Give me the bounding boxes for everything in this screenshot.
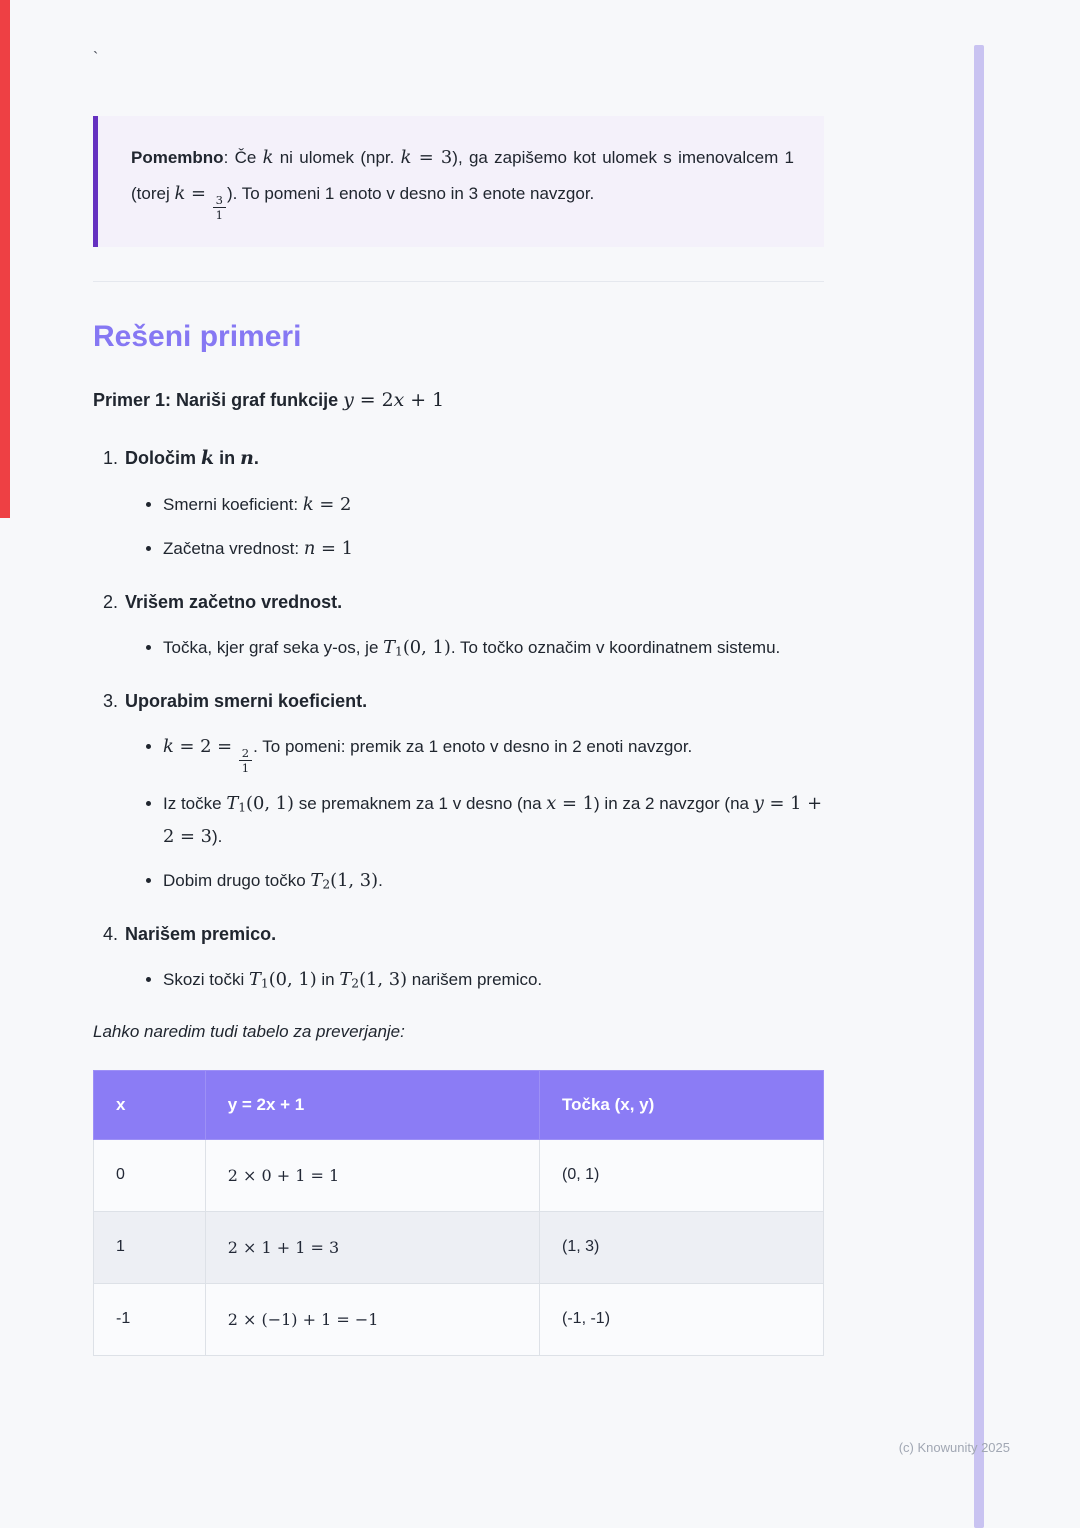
callout-text xyxy=(131,140,794,223)
text-segment: = 2 xyxy=(313,493,352,515)
text-segment: = 1 + 2 = 3 xyxy=(163,792,823,847)
bullet-list xyxy=(103,730,824,897)
text-segment: Pomembno xyxy=(131,148,224,167)
text-segment: k xyxy=(302,493,314,515)
list-item xyxy=(163,488,824,521)
text-segment: = 2 = xyxy=(173,735,238,757)
text-segment: x xyxy=(546,792,557,814)
text-segment: se premaknem za 1 v desno (na xyxy=(294,793,547,813)
text-segment: Točka, kjer graf seka y-os, je xyxy=(163,637,384,657)
cell-x: -1 xyxy=(94,1283,206,1355)
text-segment: T xyxy=(248,968,261,990)
text-segment: . To pomeni: premik za 1 enoto v desno in 2 enoti navzgor. xyxy=(253,736,693,756)
text-segment: T xyxy=(310,869,323,891)
text-segment: 1 xyxy=(395,644,403,659)
fraction: $\frac{2}{1}$ xyxy=(239,746,252,776)
scrollbar-thumb[interactable] xyxy=(974,45,984,1528)
text-segment: narišem premico. xyxy=(407,969,543,989)
text-segment: (0, 1) xyxy=(268,968,317,990)
cell-x: 0 xyxy=(94,1139,206,1211)
text-segment: Iz točke xyxy=(163,793,227,813)
step-number: 1. xyxy=(103,448,119,469)
step-title xyxy=(125,924,276,944)
stray-character: ` xyxy=(93,50,99,67)
list-item xyxy=(163,730,824,776)
text-segment: 1 xyxy=(238,800,247,815)
step-number: 3. xyxy=(103,690,119,711)
bullet-list xyxy=(103,631,824,664)
text-segment: 2 xyxy=(351,976,360,991)
text-segment: k xyxy=(400,147,412,168)
text-segment: ) in za 2 navzgor (na xyxy=(594,793,754,813)
text-segment: (1, 3) xyxy=(359,968,408,990)
text-segment: Vrišem začetno vrednost. xyxy=(125,591,343,612)
example-title xyxy=(93,386,824,414)
text-segment: k xyxy=(262,147,274,168)
cell-point: (0, 1) xyxy=(540,1139,824,1211)
cell-formula: 2 × 1 + 1 = 3 xyxy=(205,1211,539,1283)
footer-credit: (c) Knowunity 2025 xyxy=(898,1440,1010,1455)
table-header-point: Točka (x, y) xyxy=(540,1070,824,1139)
step-title xyxy=(125,592,342,612)
bullet-text xyxy=(163,638,780,657)
table-row xyxy=(94,1283,824,1355)
text-segment: = 1 xyxy=(315,537,353,559)
list-item xyxy=(163,787,824,853)
text-segment: + 1 xyxy=(404,388,445,411)
section-heading: Rešeni primeri xyxy=(93,319,302,353)
step-head xyxy=(103,921,824,948)
text-segment: Primer 1: Nariši graf funkcije xyxy=(93,389,344,410)
cell-formula: 2 × 0 + 1 = 1 xyxy=(205,1139,539,1211)
text-segment: . xyxy=(253,448,259,469)
text-segment: Določim xyxy=(125,448,202,469)
bullet-text xyxy=(163,735,693,776)
red-accent-stripe xyxy=(0,0,10,518)
step-title xyxy=(125,691,367,711)
steps-list xyxy=(93,444,824,995)
bullet-text xyxy=(163,871,383,890)
text-segment: . To točko označim v koordinatnem sistemu. xyxy=(450,637,781,657)
text-segment: ). xyxy=(212,826,223,846)
table-row xyxy=(94,1139,824,1211)
step-title xyxy=(125,448,259,468)
text-segment: = 3 xyxy=(411,147,453,168)
text-segment: = xyxy=(185,182,212,204)
list-item xyxy=(163,963,824,996)
section-divider xyxy=(93,281,824,282)
text-segment: 2 xyxy=(322,877,331,892)
text-segment: . xyxy=(378,870,383,890)
text-segment: T xyxy=(226,792,239,814)
bullet-text xyxy=(163,495,351,514)
text-segment: = 2 xyxy=(353,388,394,411)
text-segment: x xyxy=(393,388,405,411)
text-segment: k xyxy=(163,735,174,757)
bullet-text xyxy=(163,539,353,558)
step-item-2 xyxy=(103,589,824,664)
text-segment: (1, 3) xyxy=(330,869,379,891)
text-segment: ). To pomeni 1 enoto v desno in 3 enote navzgor. xyxy=(226,183,595,203)
text-segment: in xyxy=(316,969,340,989)
text-segment: T xyxy=(339,968,352,990)
list-item xyxy=(163,532,824,565)
text-segment: ni ulomek (npr. xyxy=(273,148,401,167)
text-segment: : Če xyxy=(223,148,263,167)
fraction: $\frac{3}{1}$ xyxy=(213,193,226,223)
cell-point: (1, 3) xyxy=(540,1211,824,1283)
important-callout xyxy=(93,116,824,247)
table-row xyxy=(94,1211,824,1283)
text-segment: Začetna vrednost: xyxy=(163,538,304,558)
step-head xyxy=(103,589,824,616)
text-segment: T xyxy=(383,636,396,658)
table-header-row xyxy=(94,1070,824,1139)
table-note: Lahko naredim tudi tabelo za preverjanje: xyxy=(93,1021,405,1041)
verification-table xyxy=(93,1070,824,1356)
bullet-text xyxy=(163,794,822,846)
text-segment: (0, 1) xyxy=(246,792,294,814)
step-item-1 xyxy=(103,444,824,564)
text-segment: Narišem premico. xyxy=(125,923,277,944)
step-item-4 xyxy=(103,921,824,996)
bullet-list xyxy=(103,488,824,565)
text-segment: n xyxy=(240,447,254,470)
table-header-x: x xyxy=(94,1070,206,1139)
document-content xyxy=(93,0,824,1356)
step-item-3 xyxy=(103,688,824,897)
text-segment: (0, 1) xyxy=(402,636,451,658)
cell-x: 1 xyxy=(94,1211,206,1283)
list-item xyxy=(163,864,824,897)
cell-point: (-1, -1) xyxy=(540,1283,824,1355)
bullet-text xyxy=(163,970,542,989)
text-segment: Uporabim smerni koeficient. xyxy=(125,690,368,711)
text-segment: ), ga zapišemo kot ulomek s imenovalcem 1 (torej xyxy=(131,148,794,203)
text-segment: n xyxy=(303,537,316,559)
table-header-formula: y = 2x + 1 xyxy=(205,1070,539,1139)
step-number: 2. xyxy=(103,591,119,612)
text-segment: Dobim drugo točko xyxy=(163,870,311,890)
text-segment: k xyxy=(201,447,215,470)
text-segment: Skozi točki xyxy=(163,969,249,989)
step-number: 4. xyxy=(103,923,119,944)
text-segment: 1 xyxy=(260,976,269,991)
list-item xyxy=(163,631,824,664)
text-segment: in xyxy=(214,448,241,469)
bullet-list xyxy=(103,963,824,996)
text-segment: y xyxy=(343,388,354,411)
text-segment: y xyxy=(753,792,764,814)
step-head xyxy=(103,688,824,715)
text-segment: Smerni koeficient: xyxy=(163,494,303,514)
step-head xyxy=(103,444,824,472)
cell-formula: 2 × (−1) + 1 = −1 xyxy=(205,1283,539,1355)
text-segment: k xyxy=(174,182,186,204)
text-segment: = 1 xyxy=(556,792,595,814)
